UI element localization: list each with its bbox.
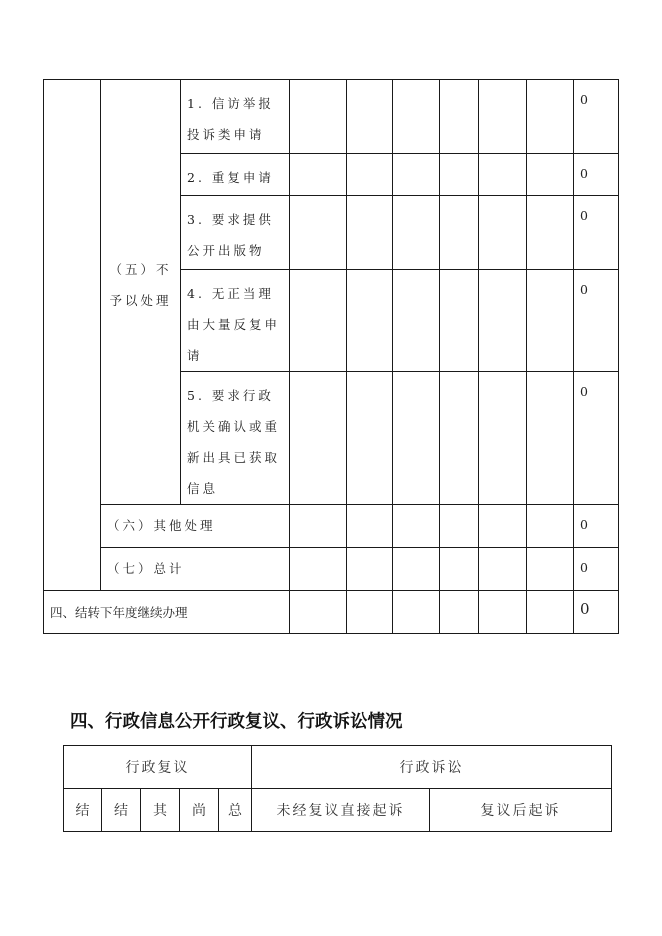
section-title: 四、行政信息公开行政复议、行政诉讼情况 bbox=[70, 712, 403, 732]
grand-total-value: 0 bbox=[574, 548, 619, 591]
after-review-suit-header: 复议后起诉 bbox=[430, 789, 612, 832]
review-col-4: 尚 bbox=[180, 789, 219, 832]
other-handling-label: （六）其他处理 bbox=[101, 505, 290, 548]
item-2-total: 0 bbox=[574, 154, 619, 196]
item-3-total: 0 bbox=[574, 196, 619, 270]
outer-blank-cell bbox=[44, 80, 101, 591]
direct-suit-header: 未经复议直接起诉 bbox=[252, 789, 430, 832]
item-5-total: 0 bbox=[574, 372, 619, 505]
grand-total-label: （七）总计 bbox=[101, 548, 290, 591]
review-litigation-table bbox=[63, 745, 612, 832]
item-5-label: 5. 要求行政机关确认或重新出具已获取信息 bbox=[181, 372, 290, 505]
item-4-total: 0 bbox=[574, 270, 619, 372]
disposition-table bbox=[43, 79, 619, 634]
review-col-5: 总 bbox=[219, 789, 252, 832]
item-4-label: 4. 无正当理由大量反复申请 bbox=[181, 270, 290, 372]
category-5-label: （五）不予以处理 bbox=[109, 262, 172, 308]
carry-over-label: 四、结转下年度继续办理 bbox=[44, 591, 290, 634]
category-5-cell bbox=[101, 80, 181, 505]
admin-litigation-header: 行政诉讼 bbox=[252, 746, 612, 789]
admin-review-header: 行政复议 bbox=[64, 746, 252, 789]
review-col-3: 其 bbox=[141, 789, 180, 832]
item-1-total: 0 bbox=[574, 80, 619, 154]
carry-over-total: 0 bbox=[574, 591, 619, 634]
other-handling-total: 0 bbox=[574, 505, 619, 548]
item-3-label: 3. 要求提供公开出版物 bbox=[181, 196, 290, 270]
review-col-2: 结 bbox=[102, 789, 141, 832]
review-col-1: 结 bbox=[64, 789, 102, 832]
item-2-label: 2. 重复申请 bbox=[181, 154, 290, 196]
item-1-label: 1. 信访举报投诉类申请 bbox=[181, 80, 290, 154]
